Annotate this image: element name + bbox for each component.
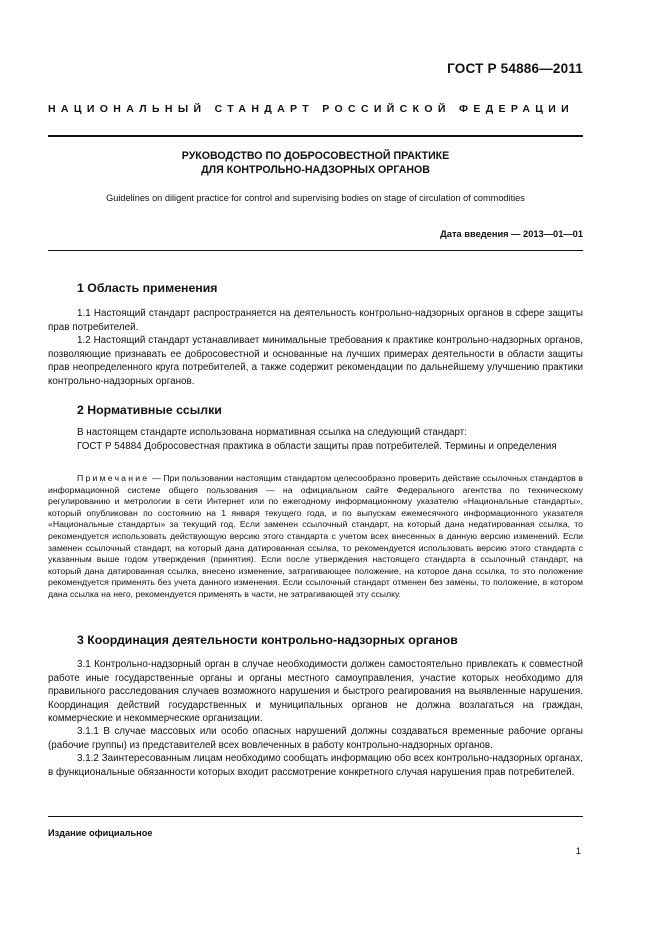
note-text: — При пользовании настоящим стандартом целесообразно проверить действие ссылочных стандартов в информационной системе общего пользования — на официальном сайте Федерального агентства по техническому регулированию и метрологии в сети Интернет или по ежегодному информационному указателю «Национальные стандарты», который опубликован по состоянию на 1 января текущего года, и по выпускам ежемесячного информационного указателя «Национальные стандарты» за текущий год. Если заменен ссылочный стандарт, на который дана недатированная ссылка, то рекомендуется использовать действующую версию этого стандарта с учетом всех внесенных в данную версию изменений. Если заменен ссылочный стандарт, на который дана датированная ссылка, то рекомендуется использовать версию этого стандарта с указанным выше годом утверждения (принятия). Если после утверждения настоящего стандарта в ссылочный стандарт, на который дана датированная ссылка, внесено изменение, затрагивающее положение, на которое дана ссылка, то это положение рекомендуется применять без учета данного изменения. Если ссылочный стандарт отменен без замены, то положение, в котором дана ссылка на него, рекомендуется применять в части, не затрагивающей эту ссылку. xyxy=(48,473,583,599)
title-line-1: РУКОВОДСТВО ПО ДОБРОСОВЕСТНОЙ ПРАКТИКЕ xyxy=(181,150,450,162)
title-line-2: ДЛЯ КОНТРОЛЬНО-НАДЗОРНЫХ ОРГАНОВ xyxy=(201,163,430,176)
official-edition-label: Издание официальное xyxy=(48,828,153,838)
section-1-paragraph-2: 1.2 Настоящий стандарт устанавливает минимальные требования к практике контрольно-надзорных органов, позволяющие признавать ее добросовестной и основанные на лучших примерах деятельности в области защиты прав неопределенного круга потребителей, а также содержит рекомендации по дальнейшему улучшению практики контрольно-надзорных органов. xyxy=(48,335,583,387)
section-3-heading: 3 Координация деятельности контрольно-надзорных органов xyxy=(77,633,458,647)
page-number: 1 xyxy=(575,846,581,857)
footer-rule xyxy=(48,816,583,817)
introduction-date: Дата введения — 2013—01—01 xyxy=(440,229,583,239)
section-2-note xyxy=(48,473,583,601)
section-2-heading: 2 Нормативные ссылки xyxy=(77,403,222,417)
section-2-paragraph-2: ГОСТ Р 54884 Добросовестная практика в области защиты прав потребителей. Термины и определения xyxy=(77,441,557,452)
note-label: Примечание xyxy=(77,473,150,483)
national-standard-heading: НАЦИОНАЛЬНЫЙ СТАНДАРТ РОССИЙСКОЙ ФЕДЕРАЦИИ xyxy=(48,103,575,115)
english-title: Guidelines on diligent practice for control and supervising bodies on stage of circulation of commodities xyxy=(106,193,525,203)
header-rule xyxy=(48,135,583,137)
section-2-paragraph-1: В настоящем стандарте использована нормативная ссылка на следующий стандарт: xyxy=(77,427,468,438)
section-1-paragraph-1: 1.1 Настоящий стандарт распространяется на деятельность контрольно-надзорных органов в сфере защиты прав потребителей. xyxy=(48,308,583,333)
section-3-paragraph-3: 3.1.2 Заинтересованным лицам необходимо сообщать информацию обо всех контрольно-надзорных органах, в функциональные обязанности которых входит рассмотрение конкретного случая нарушения прав потребителей. xyxy=(48,753,583,778)
document-code: ГОСТ Р 54886—2011 xyxy=(447,61,583,76)
date-rule xyxy=(48,250,583,251)
document-title xyxy=(48,150,583,177)
section-1-heading: 1 Область применения xyxy=(77,281,218,295)
section-3-paragraph-2: 3.1.1 В случае массовых или особо опасных нарушений должны создаваться временные рабочие органы (рабочие группы) из представителей всех вовлеченных в работу контрольно-надзорных органов. xyxy=(48,726,583,751)
section-3-paragraph-1: 3.1 Контрольно-надзорный орган в случае необходимости должен самостоятельно привлекать к совместной работе иные государственные органы и органы местного самоуправления, участие которых необходимо для правильного расследования случаев возможного нарушения и быстрого реагирования на выявленные нарушения. Координация действий государственных и муниципальных органов не должна возлагаться на граждан, коммерческие и некоммерческие организации. xyxy=(48,659,583,724)
